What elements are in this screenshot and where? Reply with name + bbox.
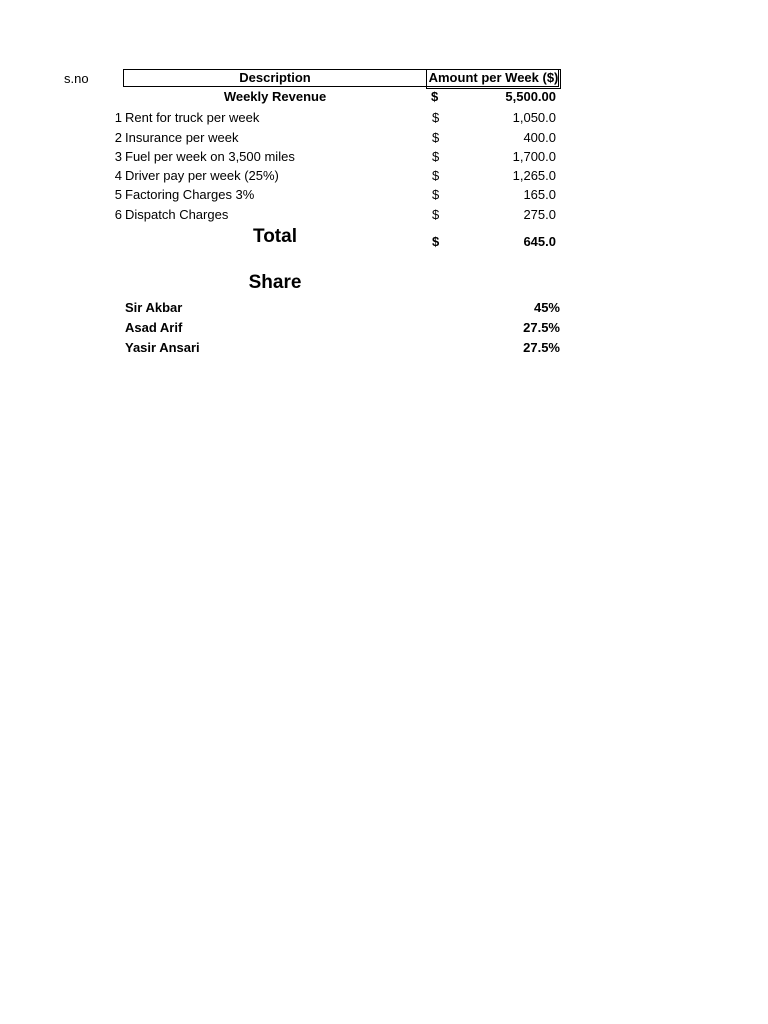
weekly-revenue-currency: $ [431,89,439,104]
row-number: 6 [114,207,122,222]
share-heading: Share [248,272,302,293]
description-column-header: Description [239,70,311,85]
row-description: Factoring Charges 3% [125,187,255,202]
share-holder-name: Sir Akbar [125,300,183,315]
total-amount: 645.0 [523,234,556,249]
row-description: Insurance per week [125,130,239,145]
row-amount: 1,050.0 [512,110,556,125]
row-amount: 275.0 [523,207,556,222]
row-number: 1 [114,110,122,125]
weekly-revenue-label: Weekly Revenue [223,89,327,104]
row-description: Dispatch Charges [125,207,229,222]
amount-column-header: Amount per Week ($) [428,70,559,85]
row-amount: 1,700.0 [512,149,556,164]
total-label: Total [253,226,297,247]
share-holder-percent: 27.5% [523,340,560,355]
row-currency: $ [432,168,440,183]
share-holder-percent: 27.5% [523,320,560,335]
row-number: 3 [114,149,122,164]
row-amount: 400.0 [523,130,556,145]
sno-column-header: s.no [64,71,89,86]
share-holder-name: Yasir Ansari [125,340,200,355]
row-amount: 165.0 [523,187,556,202]
row-currency: $ [432,187,440,202]
row-description: Driver pay per week (25%) [125,168,279,183]
row-number: 4 [114,168,122,183]
row-currency: $ [432,207,440,222]
row-currency: $ [432,130,440,145]
row-number: 5 [114,187,122,202]
weekly-revenue-amount: 5,500.00 [505,89,556,104]
row-currency: $ [432,110,440,125]
share-holder-percent: 45% [533,300,560,315]
total-currency: $ [432,234,440,249]
share-holder-name: Asad Arif [125,320,183,335]
row-description: Fuel per week on 3,500 miles [125,149,295,164]
row-amount: 1,265.0 [512,168,556,183]
row-number: 2 [114,130,122,145]
row-currency: $ [432,149,440,164]
row-description: Rent for truck per week [125,110,260,125]
